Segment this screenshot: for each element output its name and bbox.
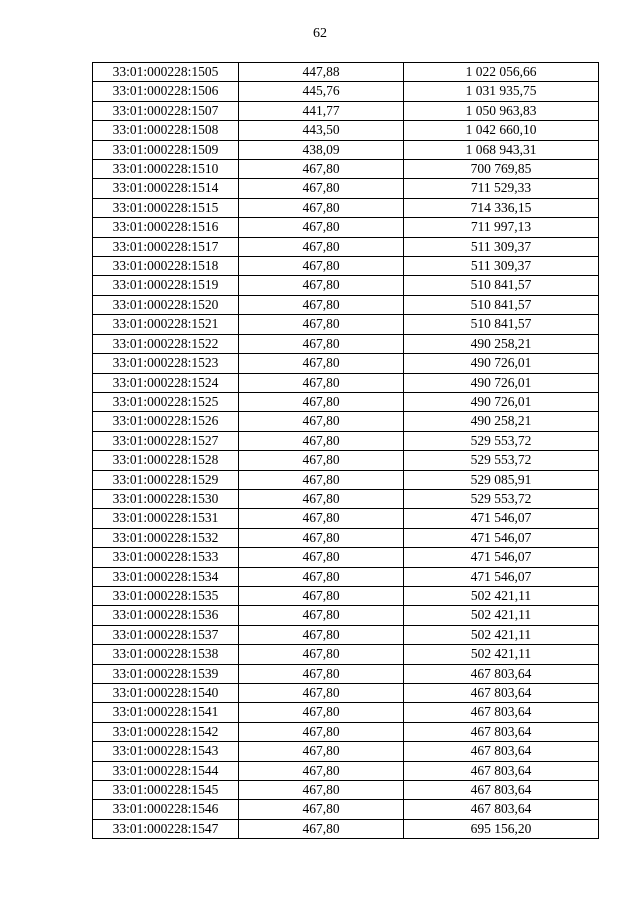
area-cell: 447,88 — [239, 63, 404, 82]
value-cell: 510 841,57 — [404, 315, 599, 334]
cadastral-number-cell: 33:01:000228:1535 — [93, 586, 239, 605]
cadastral-number-cell: 33:01:000228:1539 — [93, 664, 239, 683]
table-row — [93, 295, 599, 314]
value-cell: 490 726,01 — [404, 392, 599, 411]
value-cell: 490 258,21 — [404, 334, 599, 353]
value-cell: 467 803,64 — [404, 703, 599, 722]
cadastral-number-cell: 33:01:000228:1533 — [93, 548, 239, 567]
table-row — [93, 625, 599, 644]
value-cell: 511 309,37 — [404, 257, 599, 276]
table-body — [93, 63, 599, 839]
cadastral-number-cell: 33:01:000228:1507 — [93, 101, 239, 120]
table-row — [93, 63, 599, 82]
table-row — [93, 451, 599, 470]
cadastral-number-cell: 33:01:000228:1532 — [93, 528, 239, 547]
value-cell: 467 803,64 — [404, 761, 599, 780]
area-cell: 467,80 — [239, 761, 404, 780]
table-row — [93, 101, 599, 120]
value-cell: 490 726,01 — [404, 354, 599, 373]
value-cell: 1 068 943,31 — [404, 140, 599, 159]
area-cell: 467,80 — [239, 489, 404, 508]
table-row — [93, 198, 599, 217]
value-cell: 467 803,64 — [404, 684, 599, 703]
table-row — [93, 237, 599, 256]
area-cell: 467,80 — [239, 528, 404, 547]
area-cell: 467,80 — [239, 819, 404, 838]
cadastral-number-cell: 33:01:000228:1541 — [93, 703, 239, 722]
value-cell: 529 553,72 — [404, 489, 599, 508]
value-cell: 529 553,72 — [404, 431, 599, 450]
area-cell: 467,80 — [239, 451, 404, 470]
area-cell: 467,80 — [239, 722, 404, 741]
value-cell: 1 050 963,83 — [404, 101, 599, 120]
area-cell: 467,80 — [239, 567, 404, 586]
cadastral-number-cell: 33:01:000228:1516 — [93, 218, 239, 237]
value-cell: 467 803,64 — [404, 800, 599, 819]
cadastral-number-cell: 33:01:000228:1546 — [93, 800, 239, 819]
table-row — [93, 431, 599, 450]
cadastral-number-cell: 33:01:000228:1524 — [93, 373, 239, 392]
area-cell: 467,80 — [239, 315, 404, 334]
value-cell: 711 997,13 — [404, 218, 599, 237]
cadastral-number-cell: 33:01:000228:1547 — [93, 819, 239, 838]
cadastral-number-cell: 33:01:000228:1518 — [93, 257, 239, 276]
area-cell: 467,80 — [239, 645, 404, 664]
table-row — [93, 470, 599, 489]
area-cell: 467,80 — [239, 586, 404, 605]
cadastral-number-cell: 33:01:000228:1537 — [93, 625, 239, 644]
cadastral-number-cell: 33:01:000228:1523 — [93, 354, 239, 373]
value-cell: 502 421,11 — [404, 606, 599, 625]
value-cell: 711 529,33 — [404, 179, 599, 198]
table-row — [93, 276, 599, 295]
cadastral-number-cell: 33:01:000228:1536 — [93, 606, 239, 625]
area-cell: 467,80 — [239, 509, 404, 528]
area-cell: 467,80 — [239, 800, 404, 819]
value-cell: 700 769,85 — [404, 160, 599, 179]
cadastral-number-cell: 33:01:000228:1543 — [93, 742, 239, 761]
cadastral-number-cell: 33:01:000228:1526 — [93, 412, 239, 431]
area-cell: 467,80 — [239, 470, 404, 489]
table-row — [93, 412, 599, 431]
value-cell: 510 841,57 — [404, 295, 599, 314]
data-table — [92, 62, 599, 839]
table-row — [93, 664, 599, 683]
cadastral-number-cell: 33:01:000228:1522 — [93, 334, 239, 353]
table-row — [93, 586, 599, 605]
cadastral-number-cell: 33:01:000228:1517 — [93, 237, 239, 256]
area-cell: 467,80 — [239, 664, 404, 683]
area-cell: 467,80 — [239, 548, 404, 567]
area-cell: 467,80 — [239, 373, 404, 392]
area-cell: 467,80 — [239, 412, 404, 431]
cadastral-number-cell: 33:01:000228:1508 — [93, 121, 239, 140]
value-cell: 471 546,07 — [404, 528, 599, 547]
value-cell: 529 085,91 — [404, 470, 599, 489]
value-cell: 467 803,64 — [404, 742, 599, 761]
area-cell: 467,80 — [239, 703, 404, 722]
cadastral-number-cell: 33:01:000228:1519 — [93, 276, 239, 295]
table-row — [93, 645, 599, 664]
table-row — [93, 800, 599, 819]
cadastral-number-cell: 33:01:000228:1520 — [93, 295, 239, 314]
area-cell: 467,80 — [239, 334, 404, 353]
cadastral-number-cell: 33:01:000228:1529 — [93, 470, 239, 489]
table-row — [93, 684, 599, 703]
table-row — [93, 548, 599, 567]
table-row — [93, 140, 599, 159]
value-cell: 502 421,11 — [404, 645, 599, 664]
area-cell: 467,80 — [239, 742, 404, 761]
area-cell: 467,80 — [239, 392, 404, 411]
table-row — [93, 489, 599, 508]
value-cell: 490 258,21 — [404, 412, 599, 431]
cadastral-number-cell: 33:01:000228:1528 — [93, 451, 239, 470]
table-row — [93, 160, 599, 179]
table-row — [93, 819, 599, 838]
cadastral-number-cell: 33:01:000228:1514 — [93, 179, 239, 198]
table-row — [93, 567, 599, 586]
cadastral-number-cell: 33:01:000228:1534 — [93, 567, 239, 586]
cadastral-number-cell: 33:01:000228:1527 — [93, 431, 239, 450]
table-row — [93, 392, 599, 411]
value-cell: 471 546,07 — [404, 548, 599, 567]
value-cell: 714 336,15 — [404, 198, 599, 217]
table-row — [93, 509, 599, 528]
table-row — [93, 373, 599, 392]
cadastral-number-cell: 33:01:000228:1505 — [93, 63, 239, 82]
cadastral-number-cell: 33:01:000228:1531 — [93, 509, 239, 528]
cadastral-number-cell: 33:01:000228:1525 — [93, 392, 239, 411]
area-cell: 467,80 — [239, 781, 404, 800]
value-cell: 511 309,37 — [404, 237, 599, 256]
value-cell: 490 726,01 — [404, 373, 599, 392]
cadastral-number-cell: 33:01:000228:1545 — [93, 781, 239, 800]
table-row — [93, 218, 599, 237]
value-cell: 529 553,72 — [404, 451, 599, 470]
table-row — [93, 257, 599, 276]
table-row — [93, 334, 599, 353]
table-row — [93, 528, 599, 547]
area-cell: 438,09 — [239, 140, 404, 159]
area-cell: 467,80 — [239, 276, 404, 295]
area-cell: 441,77 — [239, 101, 404, 120]
area-cell: 467,80 — [239, 237, 404, 256]
area-cell: 467,80 — [239, 625, 404, 644]
area-cell: 467,80 — [239, 295, 404, 314]
cadastral-number-cell: 33:01:000228:1510 — [93, 160, 239, 179]
area-cell: 467,80 — [239, 198, 404, 217]
area-cell: 445,76 — [239, 82, 404, 101]
value-cell: 467 803,64 — [404, 722, 599, 741]
area-cell: 467,80 — [239, 354, 404, 373]
cadastral-number-cell: 33:01:000228:1515 — [93, 198, 239, 217]
table-row — [93, 315, 599, 334]
table-row — [93, 781, 599, 800]
table-row — [93, 703, 599, 722]
value-cell: 1 042 660,10 — [404, 121, 599, 140]
table-row — [93, 121, 599, 140]
area-cell: 467,80 — [239, 684, 404, 703]
cadastral-number-cell: 33:01:000228:1530 — [93, 489, 239, 508]
value-cell: 471 546,07 — [404, 567, 599, 586]
table-row — [93, 179, 599, 198]
value-cell: 502 421,11 — [404, 586, 599, 605]
area-cell: 467,80 — [239, 606, 404, 625]
cadastral-number-cell: 33:01:000228:1544 — [93, 761, 239, 780]
cadastral-number-cell: 33:01:000228:1538 — [93, 645, 239, 664]
value-cell: 502 421,11 — [404, 625, 599, 644]
table-row — [93, 742, 599, 761]
area-cell: 467,80 — [239, 179, 404, 198]
cadastral-number-cell: 33:01:000228:1542 — [93, 722, 239, 741]
value-cell: 695 156,20 — [404, 819, 599, 838]
page-number: 62 — [313, 26, 327, 41]
value-cell: 1 022 056,66 — [404, 63, 599, 82]
cadastral-number-cell: 33:01:000228:1521 — [93, 315, 239, 334]
value-cell: 510 841,57 — [404, 276, 599, 295]
table-row — [93, 82, 599, 101]
area-cell: 467,80 — [239, 257, 404, 276]
area-cell: 467,80 — [239, 431, 404, 450]
cadastral-number-cell: 33:01:000228:1509 — [93, 140, 239, 159]
cadastral-number-cell: 33:01:000228:1540 — [93, 684, 239, 703]
table-row — [93, 761, 599, 780]
area-cell: 467,80 — [239, 218, 404, 237]
value-cell: 1 031 935,75 — [404, 82, 599, 101]
value-cell: 467 803,64 — [404, 781, 599, 800]
table-row — [93, 722, 599, 741]
area-cell: 443,50 — [239, 121, 404, 140]
area-cell: 467,80 — [239, 160, 404, 179]
table-row — [93, 606, 599, 625]
value-cell: 467 803,64 — [404, 664, 599, 683]
table-row — [93, 354, 599, 373]
value-cell: 471 546,07 — [404, 509, 599, 528]
cadastral-number-cell: 33:01:000228:1506 — [93, 82, 239, 101]
